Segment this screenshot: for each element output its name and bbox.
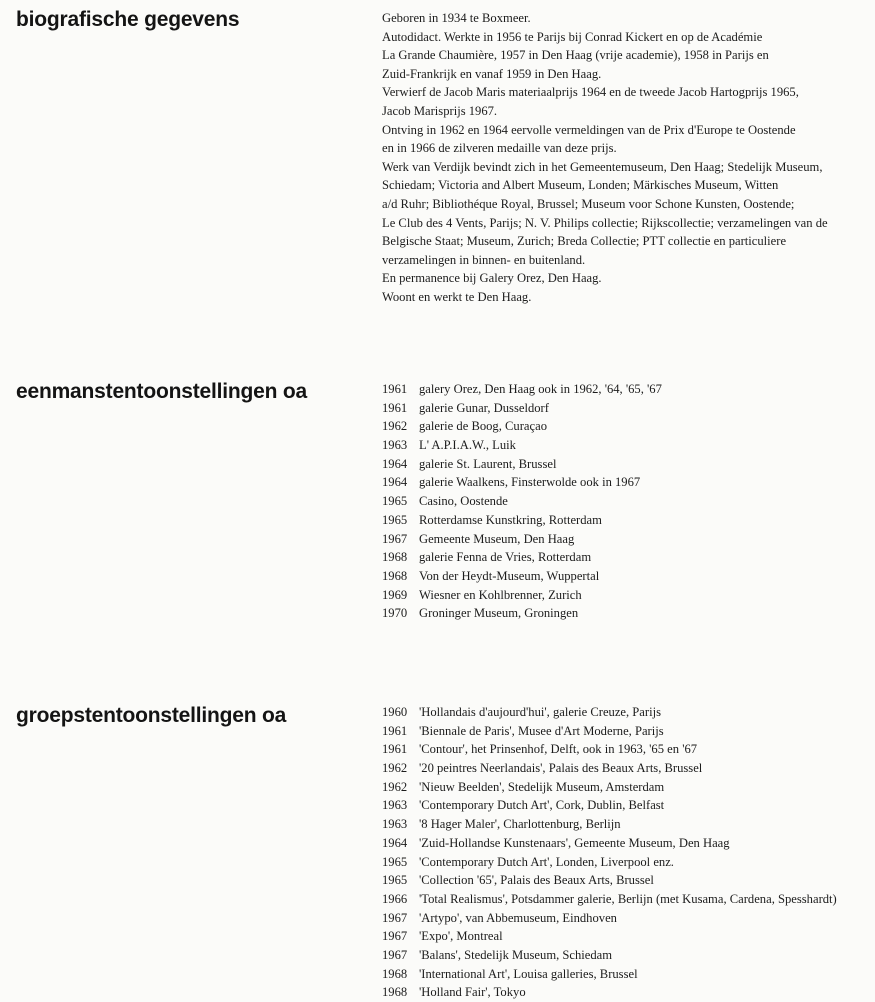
- biography-line: a/d Ruhr; Bibliothéque Royal, Brussel; Museum voor Schone Kunsten, Oostende;: [382, 196, 795, 211]
- solo-exhibitions-list: [382, 380, 662, 623]
- exhibition-description: 'Balans', Stedelijk Museum, Schiedam: [419, 947, 613, 962]
- solo-exhibition-item: [382, 380, 662, 399]
- biography-line: en in 1966 de zilveren medaille van deze prijs.: [382, 141, 617, 156]
- exhibition-year: 1968: [382, 985, 408, 1000]
- group-exhibition-item: [382, 983, 837, 1002]
- solo-exhibition-item: [382, 511, 662, 530]
- exhibition-year: 1965: [382, 873, 408, 888]
- exhibition-description: Groninger Museum, Groningen: [419, 606, 579, 621]
- exhibition-description: 'Total Realismus', Potsdammer galerie, Berlijn (met Kusama, Cardena, Spesshardt): [419, 891, 837, 906]
- group-exhibition-item: [382, 909, 837, 928]
- exhibition-year: 1964: [382, 475, 408, 490]
- group-exhibition-item: [382, 796, 837, 815]
- exhibition-year: 1969: [382, 587, 408, 602]
- exhibition-year: 1965: [382, 512, 408, 527]
- exhibition-description: 'Expo', Montreal: [419, 929, 503, 944]
- biography-line: Belgische Staat; Museum, Zurich; Breda Collectie; PTT collectie en particuliere: [382, 234, 787, 249]
- biography-line: Zuid-Frankrijk en vanaf 1959 in Den Haag.: [382, 66, 602, 81]
- exhibition-description: galerie Waalkens, Finsterwolde ook in 1967: [419, 475, 641, 490]
- exhibition-description: 'Collection '65', Palais des Beaux Arts, Brussel: [419, 873, 654, 888]
- exhibition-description: Von der Heydt-Museum, Wuppertal: [419, 568, 600, 583]
- exhibition-year: 1962: [382, 761, 408, 776]
- solo-exhibition-item: [382, 530, 662, 549]
- solo-exhibition-item: [382, 586, 662, 605]
- group-exhibition-item: [382, 834, 837, 853]
- group-exhibition-item: [382, 853, 837, 872]
- exhibition-description: L' A.P.I.A.W., Luik: [419, 438, 516, 453]
- exhibition-description: 'Zuid-Hollandse Kunstenaars', Gemeente Museum, Den Haag: [419, 835, 730, 850]
- group-exhibition-item: [382, 815, 837, 834]
- exhibition-description: 'Artypo', van Abbemuseum, Eindhoven: [419, 910, 617, 925]
- exhibition-description: galerie Fenna de Vries, Rotterdam: [419, 550, 592, 565]
- exhibition-year: 1962: [382, 779, 408, 794]
- exhibition-description: Casino, Oostende: [419, 494, 508, 509]
- exhibition-year: 1968: [382, 568, 408, 583]
- exhibition-description: Wiesner en Kohlbrenner, Zurich: [419, 587, 582, 602]
- group-exhibition-item: [382, 965, 837, 984]
- exhibition-year: 1968: [382, 550, 408, 565]
- exhibition-year: 1961: [382, 400, 408, 415]
- biography-line: Schiedam; Victoria and Albert Museum, Londen; Märkisches Museum, Witten: [382, 178, 779, 193]
- exhibition-description: galerie St. Laurent, Brussel: [419, 456, 557, 471]
- exhibition-year: 1968: [382, 966, 408, 981]
- group-exhibition-item: [382, 946, 837, 965]
- group-exhibition-item: [382, 759, 837, 778]
- solo-exhibitions-heading: eenmanstentoonstellingen oa: [16, 380, 307, 403]
- exhibition-description: '20 peintres Neerlandais', Palais des Beaux Arts, Brussel: [419, 761, 703, 776]
- biography-heading: biografische gegevens: [16, 8, 240, 31]
- solo-exhibition-item: [382, 548, 662, 567]
- exhibition-year: 1966: [382, 891, 408, 906]
- exhibition-description: 'Nieuw Beelden', Stedelijk Museum, Amsterdam: [419, 779, 665, 794]
- exhibition-year: 1970: [382, 606, 408, 621]
- exhibition-description: galerie de Boog, Curaçao: [419, 419, 547, 434]
- group-exhibition-item: [382, 871, 837, 890]
- exhibition-description: 'Biennale de Paris', Musee d'Art Moderne, Parijs: [419, 723, 664, 738]
- group-exhibitions-heading: groepstentoonstellingen oa: [16, 704, 287, 727]
- group-exhibition-item: [382, 740, 837, 759]
- exhibition-year: 1964: [382, 456, 408, 471]
- biography-line: Le Club des 4 Vents, Parijs; N. V. Philips collectie; Rijkscollectie; verzamelingen van de: [382, 215, 828, 230]
- solo-exhibition-item: [382, 436, 662, 455]
- solo-exhibition-item: [382, 604, 662, 623]
- biography-line: La Grande Chaumière, 1957 in Den Haag (vrije academie), 1958 in Parijs en: [382, 48, 769, 63]
- group-exhibition-item: [382, 927, 837, 946]
- exhibition-year: 1967: [382, 910, 408, 925]
- solo-exhibition-item: [382, 473, 662, 492]
- exhibition-description: galerie Gunar, Dusseldorf: [419, 400, 549, 415]
- exhibition-year: 1961: [382, 382, 408, 396]
- biography-line: Woont en werkt te Den Haag.: [382, 289, 532, 304]
- exhibition-year: 1963: [382, 798, 408, 813]
- group-exhibition-item: [382, 890, 837, 909]
- exhibition-description: 'International Art', Louisa galleries, Brussel: [419, 966, 638, 981]
- solo-exhibition-item: [382, 455, 662, 474]
- biography-line: Verwierf de Jacob Maris materiaalprijs 1964 en de tweede Jacob Hartogprijs 1965,: [382, 85, 799, 100]
- exhibition-year: 1965: [382, 494, 408, 509]
- group-exhibition-item: [382, 722, 837, 741]
- exhibition-description: 'Contemporary Dutch Art', Londen, Liverpool enz.: [419, 854, 674, 869]
- biography-line: Jacob Marisprijs 1967.: [382, 103, 498, 118]
- biography-line: verzamelingen in binnen- en buitenland.: [382, 252, 586, 267]
- group-exhibitions-list: [382, 703, 837, 1002]
- exhibition-year: 1961: [382, 742, 408, 757]
- exhibition-year: 1967: [382, 929, 408, 944]
- exhibition-year: 1962: [382, 419, 408, 434]
- exhibition-year: 1967: [382, 531, 408, 546]
- exhibition-year: 1963: [382, 817, 408, 832]
- exhibition-year: 1964: [382, 835, 408, 850]
- biography-text: [382, 9, 872, 307]
- biography-line: Autodidact. Werkte in 1956 te Parijs bij Conrad Kickert en op de Académie: [382, 29, 763, 44]
- exhibition-description: 'Holland Fair', Tokyo: [419, 985, 526, 1000]
- exhibition-year: 1960: [382, 705, 408, 719]
- exhibition-description: 'Contemporary Dutch Art', Cork, Dublin, Belfast: [419, 798, 665, 813]
- exhibition-year: 1967: [382, 947, 408, 962]
- biography-line: Ontving in 1962 en 1964 eervolle vermeldingen van de Prix d'Europe te Oostende: [382, 122, 796, 137]
- exhibition-year: 1963: [382, 438, 408, 453]
- exhibition-description: 'Hollandais d'aujourd'hui', galerie Creuze, Parijs: [419, 705, 661, 719]
- solo-exhibition-item: [382, 399, 662, 418]
- solo-exhibition-item: [382, 417, 662, 436]
- exhibition-description: '8 Hager Maler', Charlottenburg, Berlijn: [419, 817, 621, 832]
- biography-line: Geboren in 1934 te Boxmeer.: [382, 11, 531, 25]
- exhibition-description: Rotterdamse Kunstkring, Rotterdam: [419, 512, 602, 527]
- solo-exhibition-item: [382, 492, 662, 511]
- biography-line: Werk van Verdijk bevindt zich in het Gemeentemuseum, Den Haag; Stedelijk Museum,: [382, 159, 823, 174]
- biography-line: En permanence bij Galery Orez, Den Haag.: [382, 271, 602, 286]
- group-exhibition-item: [382, 778, 837, 797]
- exhibition-year: 1965: [382, 854, 408, 869]
- group-exhibition-item: [382, 703, 837, 722]
- exhibition-description: 'Contour', het Prinsenhof, Delft, ook in 1963, '65 en '67: [419, 742, 698, 757]
- exhibition-description: Gemeente Museum, Den Haag: [419, 531, 575, 546]
- exhibition-year: 1961: [382, 723, 408, 738]
- exhibition-description: galery Orez, Den Haag ook in 1962, '64, '65, '67: [419, 382, 662, 396]
- solo-exhibition-item: [382, 567, 662, 586]
